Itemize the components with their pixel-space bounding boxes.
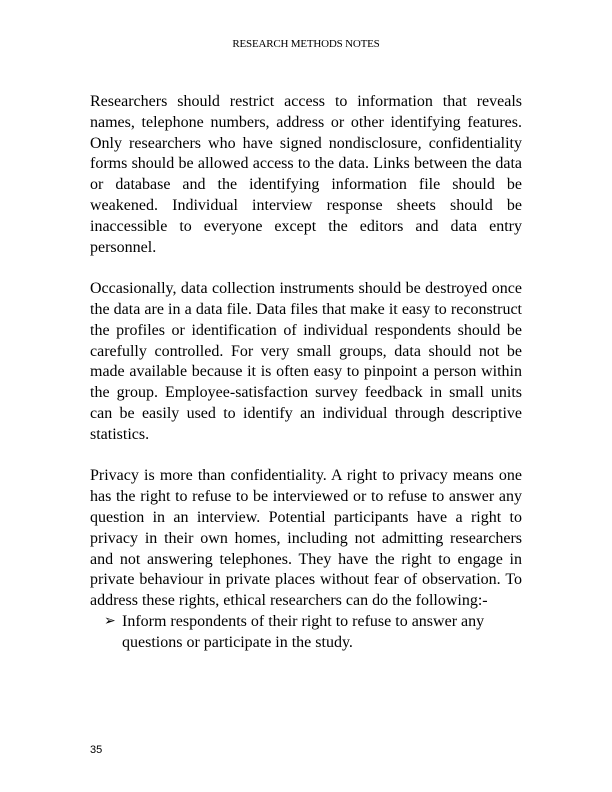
paragraph: Researchers should restrict access to information that reveals names, telephone numbers, address or other identifying features. Only researchers who have signed nondisclosure, confidentiality forms should be allowed access to the data. Links between the data or database and the identifying information file should be weakened. Individual interview response sheets should be inaccessible to everyone except the editors and data entry personnel. bbox=[90, 93, 522, 256]
paragraph: Occasionally, data collection instruments should be destroyed once the data are in a data file. Data files that make it easy to reconstruct the profiles or identification of individual respondents should be carefully controlled. For very small groups, data should not be made available because it is often easy to pinpoint a person within the group. Employee-satisfaction survey feedback in small units can be easily used to identify an individual through descriptive statistics. bbox=[90, 280, 522, 443]
page-number: 35 bbox=[90, 744, 103, 756]
bullet-list bbox=[90, 612, 522, 654]
document-body bbox=[90, 92, 522, 654]
list-item bbox=[90, 612, 522, 654]
list-item-text: Inform respondents of their right to refuse to answer any questions or participate in the study. bbox=[122, 612, 485, 651]
paragraph: Privacy is more than confidentiality. A right to privacy means one has the right to refuse to be interviewed or to refuse to answer any question in an interview. Potential participants have a right to privacy in their own homes, including not admitting researchers and not answering telephones. They have the right to engage in private behaviour in private places without fear of observation. To address these rights, ethical researchers can do the following:- bbox=[90, 467, 522, 610]
arrow-bullet-icon: ➢ bbox=[104, 613, 116, 629]
page-header: RESEARCH METHODS NOTES bbox=[232, 38, 380, 50]
